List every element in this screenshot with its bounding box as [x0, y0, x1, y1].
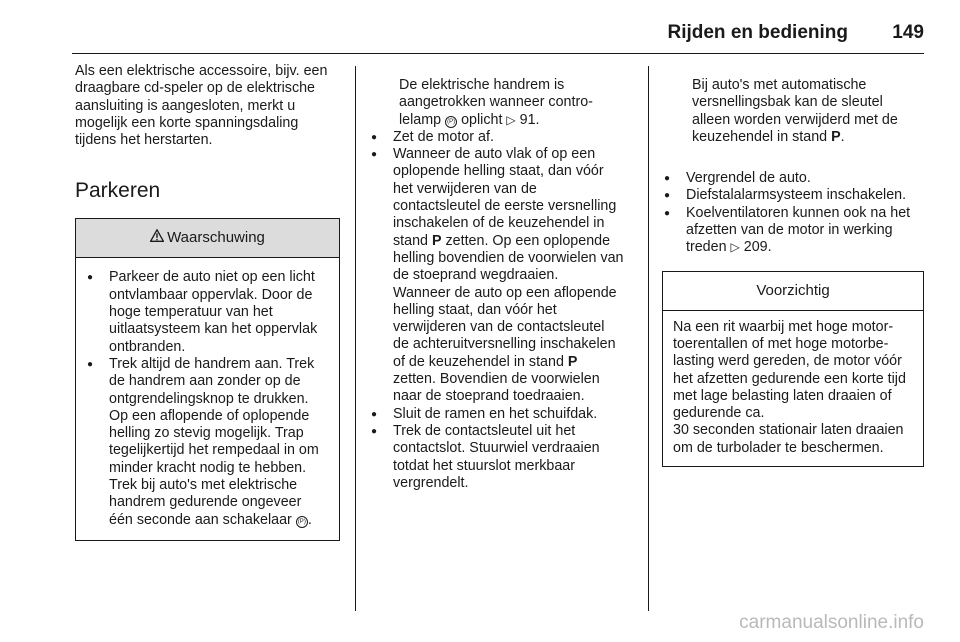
caution-box-body	[663, 311, 923, 466]
page-reference-arrow-icon: ▷	[506, 112, 516, 127]
downhill-paragraph: Wanneer de auto op een aflopende helling staat, dan vóór het verwijderen van de contactsleutel de achteruitversnelling inschakelen of de keuzehendel in stand P zetten. Bovendien de voorwielen naar de stoeprand toedraaien.	[393, 284, 617, 405]
bullet-item: ● Wanneer de auto vlak of op een oplopende helling staat, dan vóór het verwijderen van de contactsleutel de eerste versnelling inschakelen of de keuzehendel in stand P zetten. Op een oplopende helling bovendien de voorwielen van de stoeprand wegdraaien.	[369, 146, 624, 284]
page-header	[0, 0, 960, 56]
warning-paragraph: Trek bij auto's met elektrische handrem gedurende ongeveer één seconde aan schakelaar (P) .	[109, 477, 312, 528]
page-reference[interactable]: 209.	[743, 239, 772, 256]
warning-box	[75, 218, 340, 540]
column-3	[662, 77, 924, 467]
chapter-title: Rijden en bediening	[667, 22, 848, 43]
section-heading: Parkeren	[75, 179, 161, 203]
page-reference-arrow-icon: ▷	[730, 240, 740, 255]
caution-text: 30 seconden stationair laten draaien om de turbolader te beschermen.	[673, 422, 904, 456]
header-rule	[72, 53, 924, 54]
watermark: carmanualsonline.info	[739, 612, 924, 633]
automatic-gearbox-note: Bij auto's met automatische versnellingsbak kan de sleutel alleen worden verwijderd met de keuzehendel in stand P.	[692, 77, 898, 145]
column-2	[369, 77, 624, 492]
warning-triangle-icon	[150, 219, 164, 257]
bullet-item: ● Sluit de ramen en het schuifdak.	[369, 406, 624, 423]
bullet-item: ● Trek de contactsleutel uit het contactslot. Stuurwiel verdraaien totdat het stuurslot merkbaar vergrendelt.	[369, 423, 624, 492]
warning-bullet: ● Parkeer de auto niet op een licht ontvlambaar oppervlak. Door de hoge temperatuur van het uitlaatsysteem kan het oppervlak ontbranden.	[85, 269, 329, 355]
bullet-item: ● Vergrendel de auto.	[662, 170, 924, 187]
parking-brake-indicator-icon: (P)	[445, 116, 457, 128]
bullet-item: ● Diefstalalarmsysteem inschakelen.	[662, 187, 924, 204]
parking-brake-indicator-icon: (P)	[296, 516, 308, 528]
caution-text: Na een rit waarbij met hoge motortoerentallen of met hoge motorbelasting werd gereden, de motor vóór het afzetten gedurende een korte tijd met lage belasting laten draaien of gedurende ca.	[673, 318, 906, 422]
caution-box	[662, 271, 924, 467]
page-reference[interactable]: 91.	[519, 111, 540, 128]
warning-title: Waarschuwing	[167, 229, 265, 247]
column-divider-left	[355, 66, 356, 611]
bullet-item: ● Koelventilatoren kunnen ook na het afzetten van de motor in werking treden ▷ 209.	[662, 205, 924, 257]
warning-bullet: ● Trek altijd de handrem aan. Trek de handrem aan zonder op de ontgrendelingsknop te drukken. Op een aflopende of oplopende helling zo stevig mogelijk. Trap tegelijkertijd het rempedaal in om minder kracht nodig te hebben.	[85, 356, 329, 477]
page-number: 149	[892, 22, 924, 43]
column-divider-right	[648, 66, 649, 611]
bullet-item: ● Zet de motor af.	[369, 129, 624, 146]
electric-brake-paragraph: De elektrische handrem is aangetrokken wanneer controlelamp (P) oplicht ▷ 91.	[399, 77, 593, 128]
intro-paragraph: Als een elektrische accessoire, bijv. een draagbare cd-speler op de elektrische aansluiting is aangesloten, merkt u mogelijk een korte spanningsdaling tijdens het herstarten.	[75, 63, 328, 149]
caution-box-header: Voorzichtig	[663, 272, 923, 311]
warning-box-header	[76, 219, 339, 258]
warning-box-body	[76, 258, 339, 539]
column-1	[75, 63, 340, 541]
